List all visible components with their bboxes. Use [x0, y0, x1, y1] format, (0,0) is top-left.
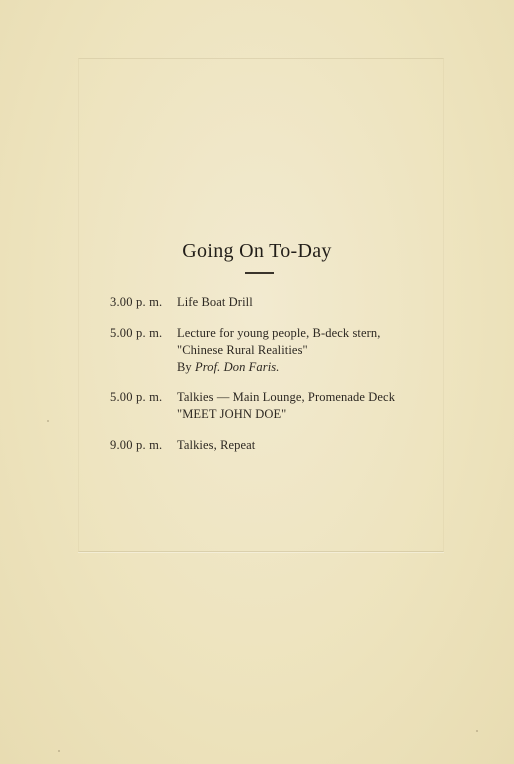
entry-description	[177, 325, 380, 376]
entry-line: Life Boat Drill	[177, 295, 253, 309]
speaker-prefix: By	[177, 360, 196, 374]
page-title: Going On To-Day	[182, 240, 332, 262]
entry-time: 3.00 p. m.	[110, 295, 163, 309]
paper-speck	[47, 420, 49, 422]
entry-line: "MEET JOHN DOE"	[177, 407, 287, 421]
paper-speck	[476, 730, 478, 732]
entry-line: "Chinese Rural Realities"	[177, 343, 308, 357]
speaker-name: Prof. Don Faris.	[195, 360, 280, 374]
entry-description	[177, 389, 395, 423]
entry-time: 5.00 p. m.	[110, 390, 163, 404]
entry-description	[177, 437, 255, 454]
entry-line: Talkies — Main Lounge, Promenade Deck	[177, 390, 396, 404]
entry-description	[177, 294, 253, 311]
entry-speaker	[177, 359, 380, 376]
entry-line: Talkies, Repeat	[177, 438, 256, 452]
entry-time: 5.00 p. m.	[110, 326, 163, 340]
paper-speck	[58, 750, 60, 752]
entry-time: 9.00 p. m.	[110, 438, 163, 452]
entry-line: Lecture for young people, B-deck stern,	[177, 326, 381, 340]
title-rule	[245, 272, 274, 274]
